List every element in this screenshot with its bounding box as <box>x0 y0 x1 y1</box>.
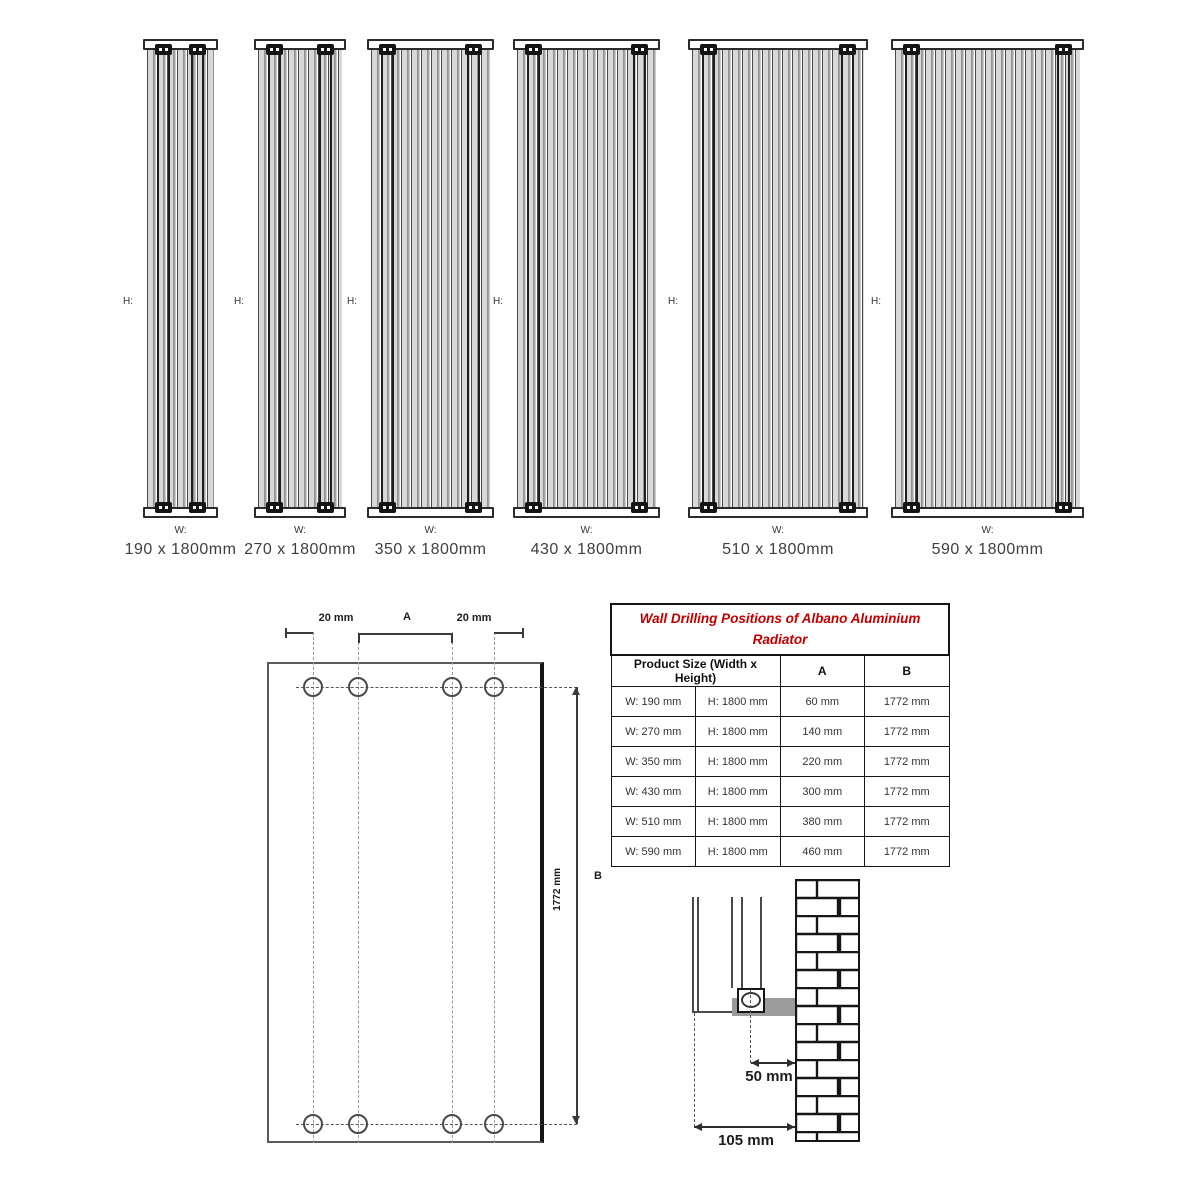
bracket-rail <box>381 50 394 507</box>
col-header-product-size: Product Size (Width x Height) <box>611 655 780 687</box>
cell-b: 1772 mm <box>865 777 950 807</box>
mounting-bracket-icon <box>465 502 482 513</box>
width-label: W: <box>580 525 593 536</box>
mounting-bracket-icon <box>266 44 283 55</box>
size-label: 510 x 1800mm <box>722 541 834 558</box>
dim-label-20mm-right: 20 mm <box>456 612 492 624</box>
table-row <box>611 837 949 867</box>
drill-hole-icon <box>484 677 504 697</box>
cell-b: 1772 mm <box>865 747 950 777</box>
height-label: H: <box>234 296 244 307</box>
dim-line-20mm-left <box>285 632 313 634</box>
drill-hole-icon <box>303 677 323 697</box>
dim-label-105mm: 105 mm <box>718 1132 774 1149</box>
radiator-fin-profile <box>760 897 762 988</box>
height-label: H: <box>668 296 678 307</box>
cell-height: H: 1800 mm <box>696 807 781 837</box>
mounting-bracket-icon <box>839 44 856 55</box>
col-header-a: A <box>780 655 865 687</box>
radiator-fins <box>895 50 1080 507</box>
mounting-bracket-icon <box>700 502 717 513</box>
width-label: W: <box>424 525 437 536</box>
height-label: H: <box>493 296 503 307</box>
cell-height: H: 1800 mm <box>696 747 781 777</box>
arrow-right-icon <box>787 1059 795 1067</box>
radiator-diagram-270 <box>234 39 356 558</box>
arrow-right-icon <box>787 1123 795 1131</box>
size-label: 270 x 1800mm <box>244 541 356 558</box>
mounting-bracket-icon <box>155 44 172 55</box>
hole-guide-line <box>358 632 359 1143</box>
cell-a: 220 mm <box>780 747 865 777</box>
cell-width: W: 590 mm <box>611 837 696 867</box>
table-row <box>611 747 949 777</box>
mounting-bracket-icon <box>1055 502 1072 513</box>
mounting-bracket-icon <box>317 502 334 513</box>
radiator-front-profile <box>692 897 699 1011</box>
dim-tick <box>522 628 524 638</box>
bracket-rail <box>157 50 170 507</box>
dim-line-b <box>576 687 578 1124</box>
cell-b: 1772 mm <box>865 717 950 747</box>
drill-hole-icon <box>348 1114 368 1134</box>
mounting-bracket-icon <box>465 44 482 55</box>
table-title-row <box>611 604 949 655</box>
cell-a: 140 mm <box>780 717 865 747</box>
arrow-down-icon <box>572 1116 580 1124</box>
radiator-diagram-590 <box>871 39 1084 558</box>
table-row <box>611 717 949 747</box>
mounting-bracket-icon <box>525 44 542 55</box>
width-label: W: <box>293 525 307 536</box>
drilling-table <box>610 603 950 867</box>
dim-label-20mm-left: 20 mm <box>318 612 354 624</box>
radiator-diagram-430 <box>493 39 660 558</box>
mounting-bracket-icon <box>903 44 920 55</box>
pipe-section-icon <box>741 992 761 1008</box>
cell-width: W: 430 mm <box>611 777 696 807</box>
hole-center-line <box>296 1124 577 1125</box>
drill-hole-icon <box>484 1114 504 1134</box>
width-label: W: <box>771 525 785 536</box>
mounting-bracket-icon <box>379 44 396 55</box>
dim-line-105mm <box>694 1126 795 1128</box>
bracket-rail <box>633 50 646 507</box>
radiator-diagram-510 <box>668 39 868 558</box>
mounting-bracket-icon <box>155 502 172 513</box>
width-label: W: <box>981 525 994 536</box>
cell-width: W: 190 mm <box>611 687 696 717</box>
radiator-outline <box>267 662 544 1143</box>
mounting-bracket-icon <box>525 502 542 513</box>
mounting-bracket-icon <box>631 44 648 55</box>
radiator-diagram-350 <box>347 39 494 558</box>
bracket-rail <box>1057 50 1070 507</box>
mounting-bracket-icon <box>189 44 206 55</box>
pipe-center-line <box>750 990 751 1063</box>
brick-wall <box>795 879 860 1142</box>
radiator-fin-profile <box>731 897 733 988</box>
radiator-fins <box>517 50 656 507</box>
table-title: Wall Drilling Positions of Albano Aluminium Radiator <box>611 604 949 655</box>
radiator-fins <box>692 50 864 507</box>
cell-b: 1772 mm <box>865 807 950 837</box>
dim-tick <box>285 628 287 638</box>
dim-label-1772mm: 1772 mm <box>552 868 563 911</box>
radiator-fins <box>371 50 490 507</box>
cell-a: 460 mm <box>780 837 865 867</box>
bracket-rail <box>905 50 918 507</box>
mounting-bracket-icon <box>317 44 334 55</box>
arrow-up-icon <box>572 687 580 695</box>
radiator-fin-profile <box>741 897 743 988</box>
dim-label-b: B <box>594 870 602 882</box>
arrow-left-icon <box>751 1059 759 1067</box>
size-label: 590 x 1800mm <box>931 541 1044 558</box>
hole-guide-line <box>452 632 453 1143</box>
dim-line-a <box>358 633 452 635</box>
bracket-rail <box>841 50 854 507</box>
radiator-fins <box>147 50 214 507</box>
mounting-bracket-icon <box>839 502 856 513</box>
dim-line-20mm-right <box>494 632 523 634</box>
mounting-bracket-icon <box>1055 44 1072 55</box>
hole-guide-line <box>313 632 314 1143</box>
mounting-bracket-icon <box>631 502 648 513</box>
arrow-left-icon <box>694 1123 702 1131</box>
cell-b: 1772 mm <box>865 837 950 867</box>
mounting-bracket-icon <box>903 502 920 513</box>
cell-height: H: 1800 mm <box>696 837 781 867</box>
cell-a: 300 mm <box>780 777 865 807</box>
radiator-profile-base <box>692 1011 737 1013</box>
radiator-fins <box>258 50 342 507</box>
drill-hole-icon <box>303 1114 323 1134</box>
table-row <box>611 687 949 717</box>
dim-label-a: A <box>403 611 411 623</box>
cell-width: W: 350 mm <box>611 747 696 777</box>
dim-tick <box>451 633 453 643</box>
cell-a: 60 mm <box>780 687 865 717</box>
dim-label-50mm: 50 mm <box>745 1068 793 1085</box>
cell-height: H: 1800 mm <box>696 777 781 807</box>
cell-height: H: 1800 mm <box>696 717 781 747</box>
table-row <box>611 777 949 807</box>
mounting-bracket-icon <box>379 502 396 513</box>
col-header-b: B <box>865 655 950 687</box>
hole-center-line <box>296 687 577 688</box>
front-face-extension-line <box>694 1013 695 1127</box>
cell-width: W: 510 mm <box>611 807 696 837</box>
height-label: H: <box>123 296 133 307</box>
drill-hole-icon <box>442 1114 462 1134</box>
cell-width: W: 270 mm <box>611 717 696 747</box>
dim-tick <box>358 633 360 643</box>
table-header-row <box>611 655 949 687</box>
drill-hole-icon <box>442 677 462 697</box>
height-label: H: <box>871 296 881 307</box>
bracket-rail <box>319 50 332 507</box>
table-row <box>611 807 949 837</box>
size-label: 430 x 1800mm <box>530 541 643 558</box>
height-label: H: <box>347 296 357 307</box>
cell-a: 380 mm <box>780 807 865 837</box>
bracket-rail <box>191 50 204 507</box>
mounting-bracket-icon <box>189 502 206 513</box>
radiator-diagram-190 <box>123 39 237 558</box>
width-label: W: <box>174 525 187 536</box>
hole-guide-line <box>494 632 495 1143</box>
mounting-bracket-icon <box>700 44 717 55</box>
bracket-rail <box>702 50 715 507</box>
mounting-bracket-icon <box>266 502 283 513</box>
bracket-rail <box>467 50 480 507</box>
size-label: 350 x 1800mm <box>374 541 487 558</box>
size-label: 190 x 1800mm <box>124 541 237 558</box>
cell-b: 1772 mm <box>865 687 950 717</box>
drill-hole-icon <box>348 677 368 697</box>
cell-height: H: 1800 mm <box>696 687 781 717</box>
bracket-rail <box>527 50 540 507</box>
bracket-rail <box>268 50 281 507</box>
